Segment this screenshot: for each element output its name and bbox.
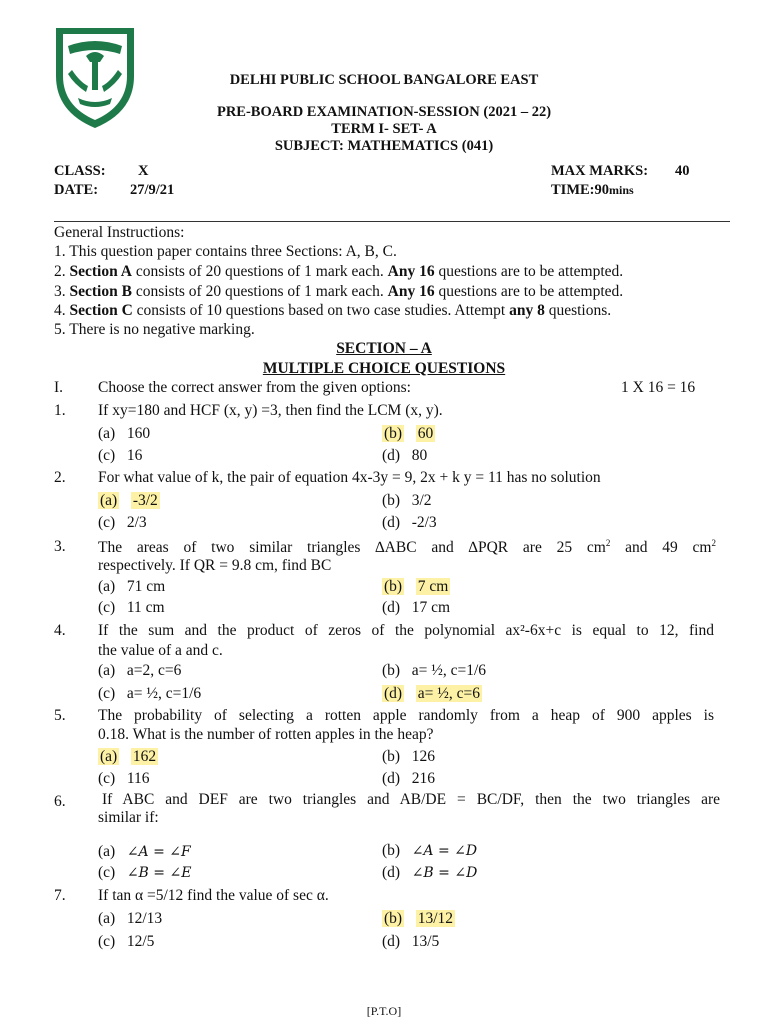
question-text-line1: The areas of two similar triangles ∆ABC and ∆PQR are 25 $cm^2$ and 49 $cm^2$ [98,538,716,557]
question-text-line1: The probability of selecting a rotten apple randomly from a heap of 900 apples is [98,707,714,724]
option-a-correct: (a) -3/2 [100,492,158,509]
question-text-line1: If ABC and DEF are two triangles and AB/DE = BC/DF, then the two triangles are [102,791,720,808]
question-number: 5. [54,707,66,724]
option-c: (c) 2/3 [98,514,147,531]
option-b-correct: (b) 13/12 [384,910,454,927]
question-text-line2: 0.18. What is the number of rotten apples in the heap? [98,726,434,743]
option-d: (d) 17 cm [382,599,451,616]
question-text: If tan α =5/12 find the value of sec α. [98,887,329,904]
section-title: SECTION – A [336,340,432,357]
option-d-correct: (d) a= ½, c=6 [384,685,480,702]
section-subtitle: MULTIPLE CHOICE QUESTIONS [262,360,506,377]
option-b: (b) 126 [382,748,435,765]
option-c: (c) 12/5 [98,933,155,950]
option-a: (a) a=2, c=6 [98,662,182,679]
option-b: (b) 3/2 [382,492,432,509]
option-a-correct: (a) 162 [100,748,157,765]
school-name: DELHI PUBLIC SCHOOL BANGALORE EAST [229,72,539,88]
instruction-2: 2. Section A consists of 20 questions of 1 mark each. Any 16 questions are to be attempted. [54,263,624,280]
option-d: (d) ∠B = ∠D [382,864,478,881]
instruction-1: 1. This question paper contains three Sections: A, B, C. [54,243,397,260]
exam-title: PRE-BOARD EXAMINATION-SESSION (2021 – 22) [216,104,552,120]
instruction-4: 4. Section C consists of 10 questions based on two case studies. Attempt any 8 questions. [54,302,612,319]
option-c: (c) ∠B = ∠E [98,864,192,881]
option-c: (c) 16 [98,447,143,464]
page-footer: [P.T.O] [366,1004,402,1018]
option-b-correct: (b) 7 cm [384,578,449,595]
question-number: 7. [54,887,66,904]
class-label: CLASS: [54,163,106,179]
option-d: (d) 80 [382,447,428,464]
time-label: TIME:90mins [551,182,634,198]
instruction-3: 3. Section B consists of 20 questions of 1 mark each. Any 16 questions are to be attempted. [54,283,624,300]
max-marks-value: 40 [675,163,690,179]
option-d: (d) 13/5 [382,933,440,950]
instructions-title: General Instructions: [54,224,185,241]
question-text-line2: respectively. If QR = 9.8 cm, find BC [98,557,332,574]
intro-text: Choose the correct answer from the given options: [98,379,411,396]
subject-title: SUBJECT: MATHEMATICS (041) [274,138,494,154]
option-b: (b) ∠A = ∠D [382,842,478,859]
question-text-line2: the value of a and c. [98,642,223,659]
question-number: 6. [54,793,66,810]
question-text-line1: If the sum and the product of zeros of the polynomial ax²-6x+c is equal to 12, find [98,622,714,639]
question-text: If xy=180 and HCF (x, y) =3, then find the LCM (x, y). [98,402,443,419]
max-marks-label: MAX MARKS: [551,163,649,179]
question-number: 4. [54,622,66,639]
question-text: For what value of k, the pair of equation 4x-3y = 9, 2x + k y = 11 has no solution [98,469,601,486]
option-c: (c) 11 cm [98,599,165,616]
option-c: (c) 116 [98,770,150,787]
option-d: (d) 216 [382,770,435,787]
instruction-5: 5. There is no negative marking. [54,321,255,338]
header-divider [54,221,730,222]
option-b-correct: (b) 60 [384,425,434,442]
option-a: (a) 71 cm [98,578,166,595]
term-title: TERM I- SET- A [331,121,437,137]
question-number: 2. [54,469,66,486]
option-c: (c) a= ½, c=1/6 [98,685,202,702]
option-b: (b) a= ½, c=1/6 [382,662,487,679]
intro-number: I. [54,379,64,396]
option-a: (a) ∠A = ∠F [98,843,191,860]
date-label: DATE: [54,182,99,198]
class-value: X [138,163,149,179]
question-text-line2: similar if: [98,809,159,826]
option-a: (a) 12/13 [98,910,163,927]
question-number: 3. [54,538,66,555]
intro-marks: 1 X 16 = 16 [621,379,696,396]
option-d: (d) -2/3 [382,514,437,531]
date-value: 27/9/21 [130,182,175,198]
option-a: (a) 160 [98,425,151,442]
question-number: 1. [54,402,66,419]
